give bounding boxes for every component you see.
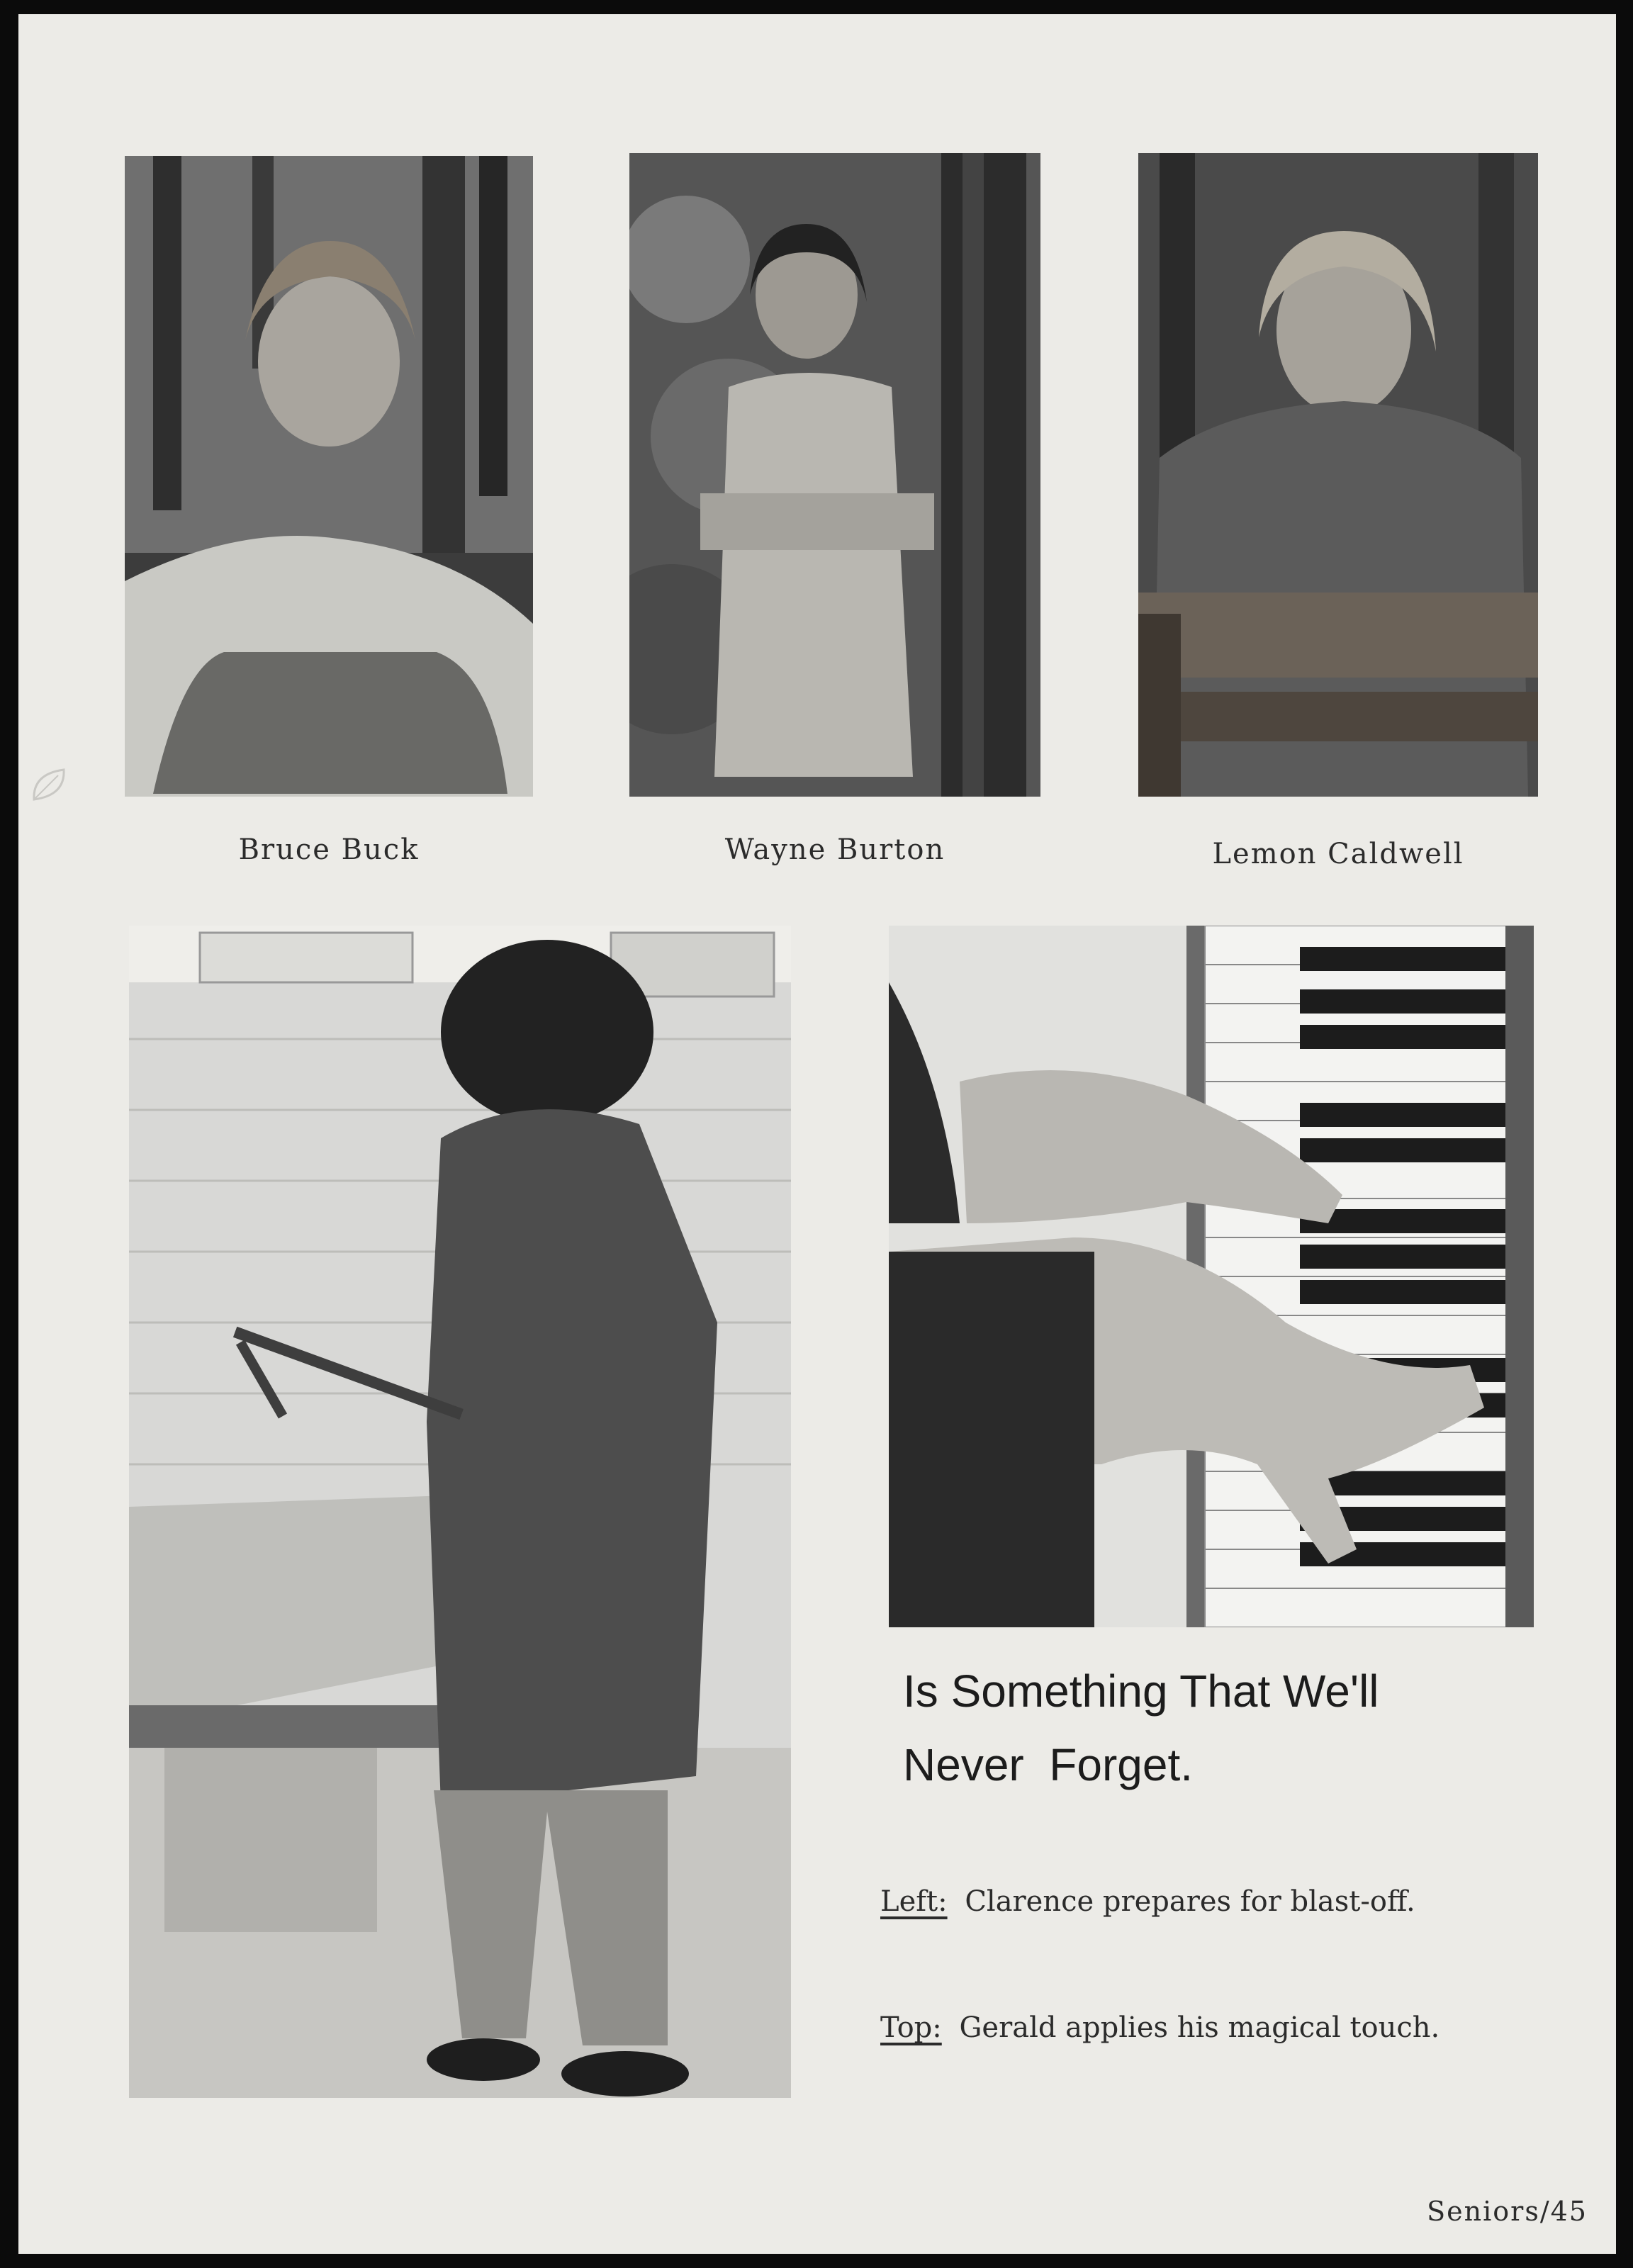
headline bbox=[903, 1654, 1379, 1802]
candid-photo-gerald-piano-hands bbox=[889, 926, 1534, 1627]
portrait-photo-bruce-buck bbox=[125, 156, 533, 797]
caption-top bbox=[880, 2007, 1518, 2048]
portrait-photo-wayne-burton bbox=[629, 153, 1040, 797]
caption-left bbox=[880, 1881, 1518, 1922]
candid-photo-clarence-workbench bbox=[129, 926, 791, 2098]
portrait-name-bruce-buck: Bruce Buck bbox=[238, 833, 420, 866]
leaf-icon bbox=[28, 764, 69, 805]
portrait-name-wayne-burton: Wayne Burton bbox=[724, 833, 945, 866]
headline-line-1: Is Something That We'll bbox=[903, 1666, 1379, 1717]
caption-top-text: Gerald applies his magical touch. bbox=[959, 2011, 1440, 2044]
yearbook-page bbox=[18, 14, 1616, 2254]
caption-top-label: Top: bbox=[880, 2011, 942, 2044]
headline-line-2: Never Forget. bbox=[903, 1739, 1194, 1790]
caption-left-text: Clarence prepares for blast-off. bbox=[965, 1885, 1415, 1918]
portrait-photo-lemon-caldwell bbox=[1138, 153, 1538, 797]
page-folio: Seniors/45 bbox=[1427, 2196, 1588, 2227]
portrait-name-lemon-caldwell: Lemon Caldwell bbox=[1212, 838, 1464, 870]
caption-left-label: Left: bbox=[880, 1885, 948, 1918]
